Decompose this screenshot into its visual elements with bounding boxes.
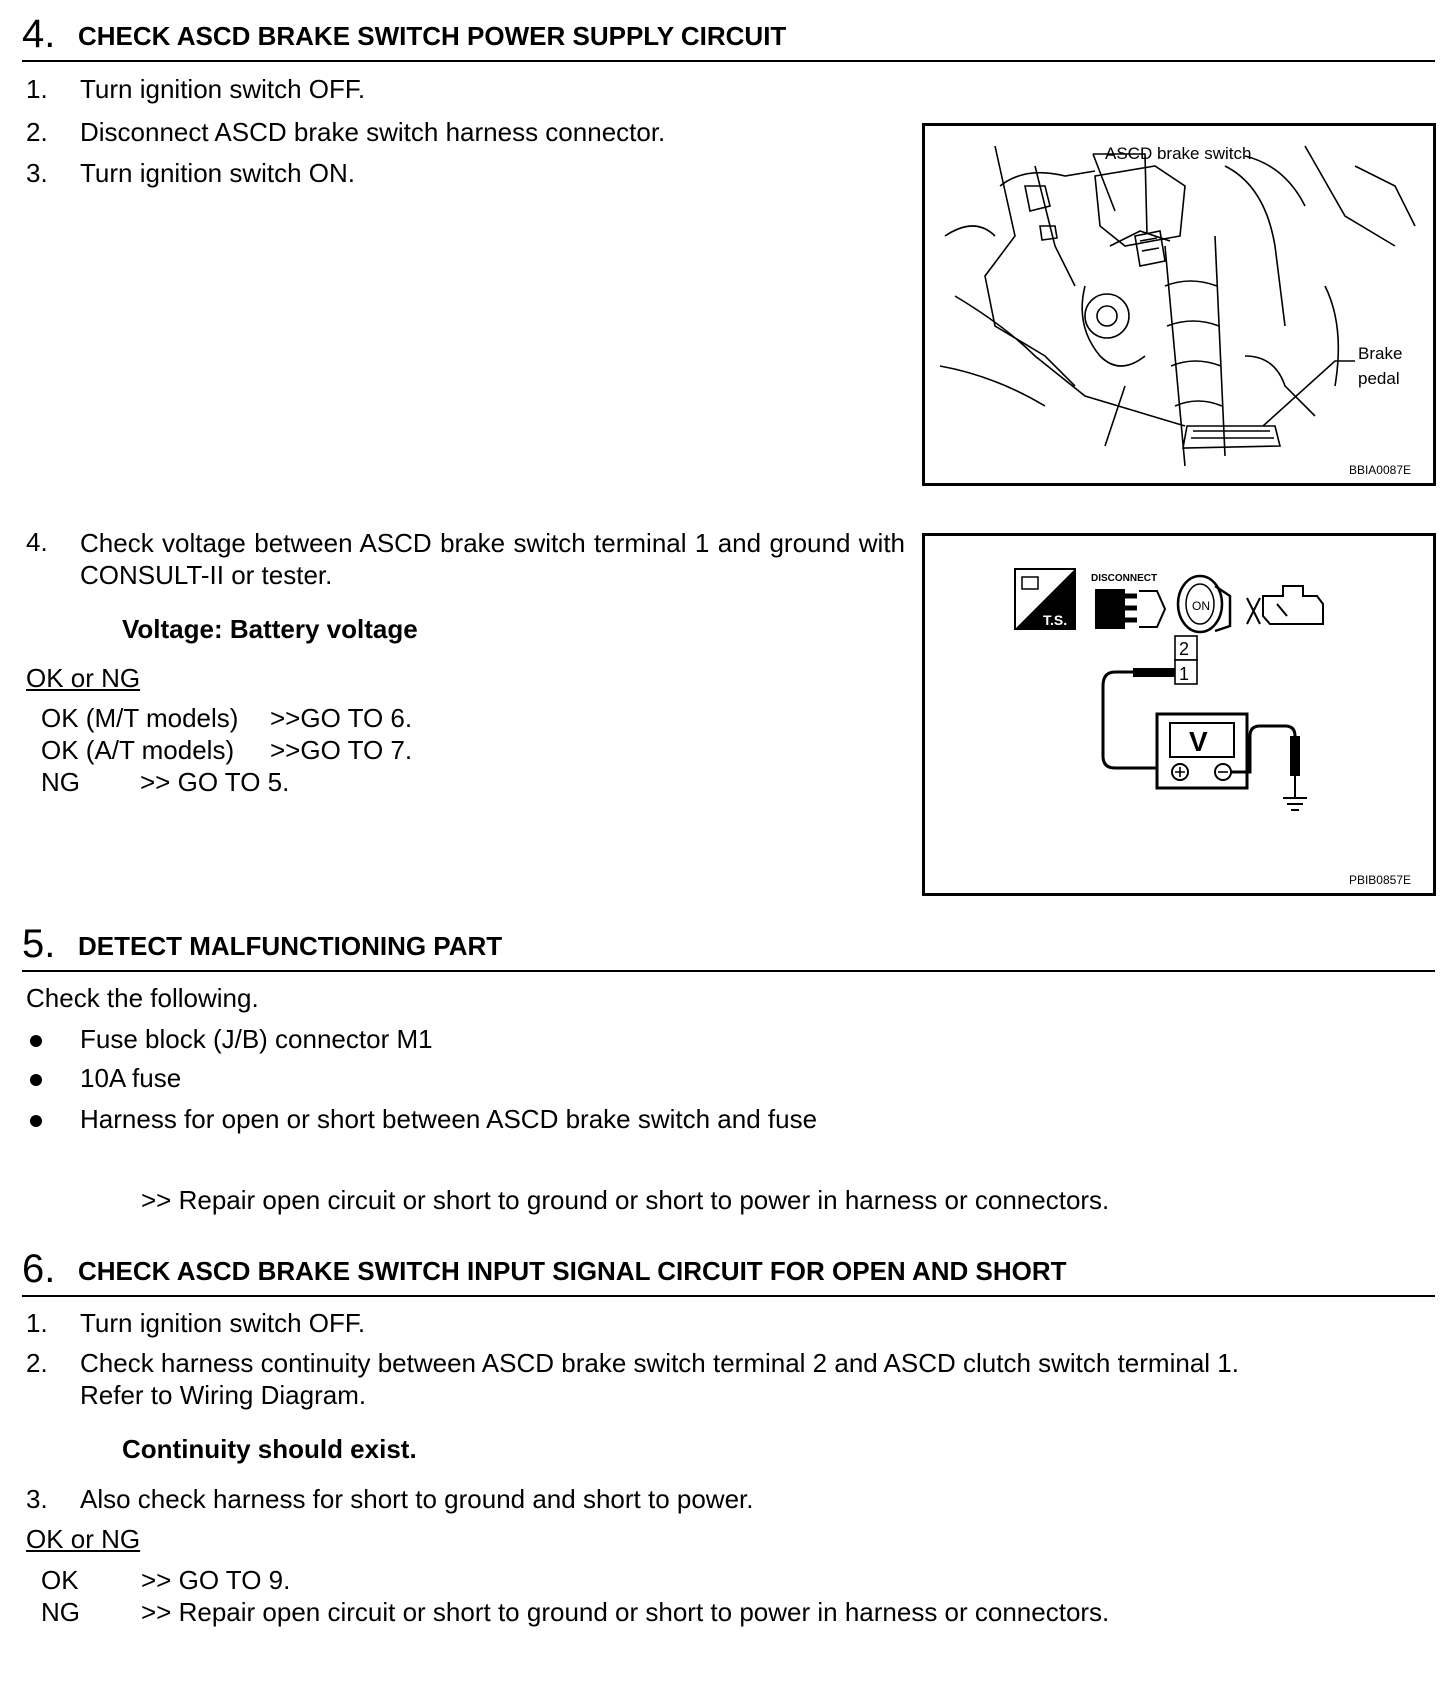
voltmeter-diagram [925, 536, 1433, 893]
step-text: Turn ignition switch OFF. [80, 1308, 366, 1338]
bullet-dot [30, 1115, 42, 1127]
bullet-dot [30, 1074, 42, 1086]
brake-pedal-illustration [925, 126, 1433, 483]
step-text-continued: Refer to Wiring Diagram. [80, 1380, 367, 1410]
section-4-number: 4. [22, 12, 56, 56]
ts-icon [1015, 569, 1075, 629]
bullet-text: Fuse block (J/B) connector M1 [80, 1024, 433, 1054]
result-action: >> GO TO 5. [140, 767, 290, 797]
section-5-number: 5. [22, 922, 56, 966]
brake-switch-location-figure [922, 123, 1436, 486]
step-text: Also check harness for short to ground and short to power. [80, 1484, 754, 1514]
bullet-text: Harness for open or short between ASCD brake switch and fuse [80, 1104, 818, 1134]
result-key: OK [41, 1565, 79, 1595]
step-text: Check harness continuity between ASCD brake switch terminal 2 and ASCD clutch switch terminal 1. [80, 1348, 1239, 1378]
bullet-text: 10A fuse [80, 1063, 182, 1093]
step-number: 2. [26, 1348, 48, 1378]
step-number: 1. [26, 1308, 48, 1338]
result-action: >>GO TO 7. [270, 735, 413, 765]
step-number: 1. [26, 74, 48, 104]
terminal-1-label: 1 [1179, 664, 1190, 684]
step-number: 3. [26, 1484, 48, 1514]
terminal-2-label: 2 [1179, 639, 1190, 659]
step-text: Turn ignition switch ON. [80, 158, 356, 188]
ignition-on-icon [1178, 576, 1230, 632]
section-6-header [22, 1249, 1435, 1297]
ts-label: T.S. [1043, 612, 1068, 628]
section-4-title: CHECK ASCD BRAKE SWITCH POWER SUPPLY CIRCUIT [78, 21, 787, 51]
step-text: Check voltage between ASCD brake switch terminal 1 and ground with CONSULT-II or tester. [80, 528, 905, 590]
meter-label: V [1189, 726, 1208, 757]
step-number: 4. [26, 527, 48, 557]
ignition-on-label: ON [1192, 599, 1210, 613]
result-key: NG [41, 767, 80, 797]
section-5-action: >> Repair open circuit or short to ground or short to power in harness or connectors. [141, 1185, 1110, 1215]
section-6-title: CHECK ASCD BRAKE SWITCH INPUT SIGNAL CIRCUIT FOR OPEN AND SHORT [78, 1256, 1067, 1286]
step-text: Turn ignition switch OFF. [80, 74, 366, 104]
disconnect-label: DISCONNECT [1091, 573, 1158, 584]
voltage-check-figure [922, 533, 1436, 896]
result-action: >>GO TO 6. [270, 703, 413, 733]
figure-label-pedal-line2: pedal [1358, 369, 1400, 388]
bullet-dot [30, 1035, 42, 1047]
ok-ng-label: OK or NG [26, 1524, 141, 1554]
continuity-spec: Continuity should exist. [122, 1434, 417, 1464]
figure-label-switch: ASCD brake switch [1105, 144, 1252, 163]
voltage-spec: Voltage: Battery voltage [122, 614, 418, 644]
section-6-number: 6. [22, 1247, 56, 1291]
figure-label-pedal-line1: Brake [1358, 344, 1403, 363]
result-key: OK (M/T models) [41, 703, 239, 733]
section-4-header [22, 14, 1435, 62]
step-number: 2. [26, 117, 48, 147]
step-text: Disconnect ASCD brake switch harness connector. [80, 117, 666, 147]
section-5-header [22, 924, 1435, 972]
figure-code: PBIB0857E [1348, 873, 1411, 887]
engine-icon [1247, 586, 1323, 624]
section-5-title: DETECT MALFUNCTIONING PART [78, 931, 503, 961]
result-key: OK (A/T models) [41, 735, 235, 765]
disconnect-icon [1091, 573, 1165, 629]
ok-ng-label: OK or NG [26, 663, 141, 693]
result-key: NG [41, 1597, 80, 1627]
section-5-intro: Check the following. [26, 983, 259, 1013]
figure-code: BBIA0087E [1348, 463, 1411, 477]
result-action: >> GO TO 9. [141, 1565, 291, 1595]
result-action: >> Repair open circuit or short to ground or short to power in harness or connectors. [141, 1597, 1110, 1627]
step-number: 3. [26, 158, 48, 188]
